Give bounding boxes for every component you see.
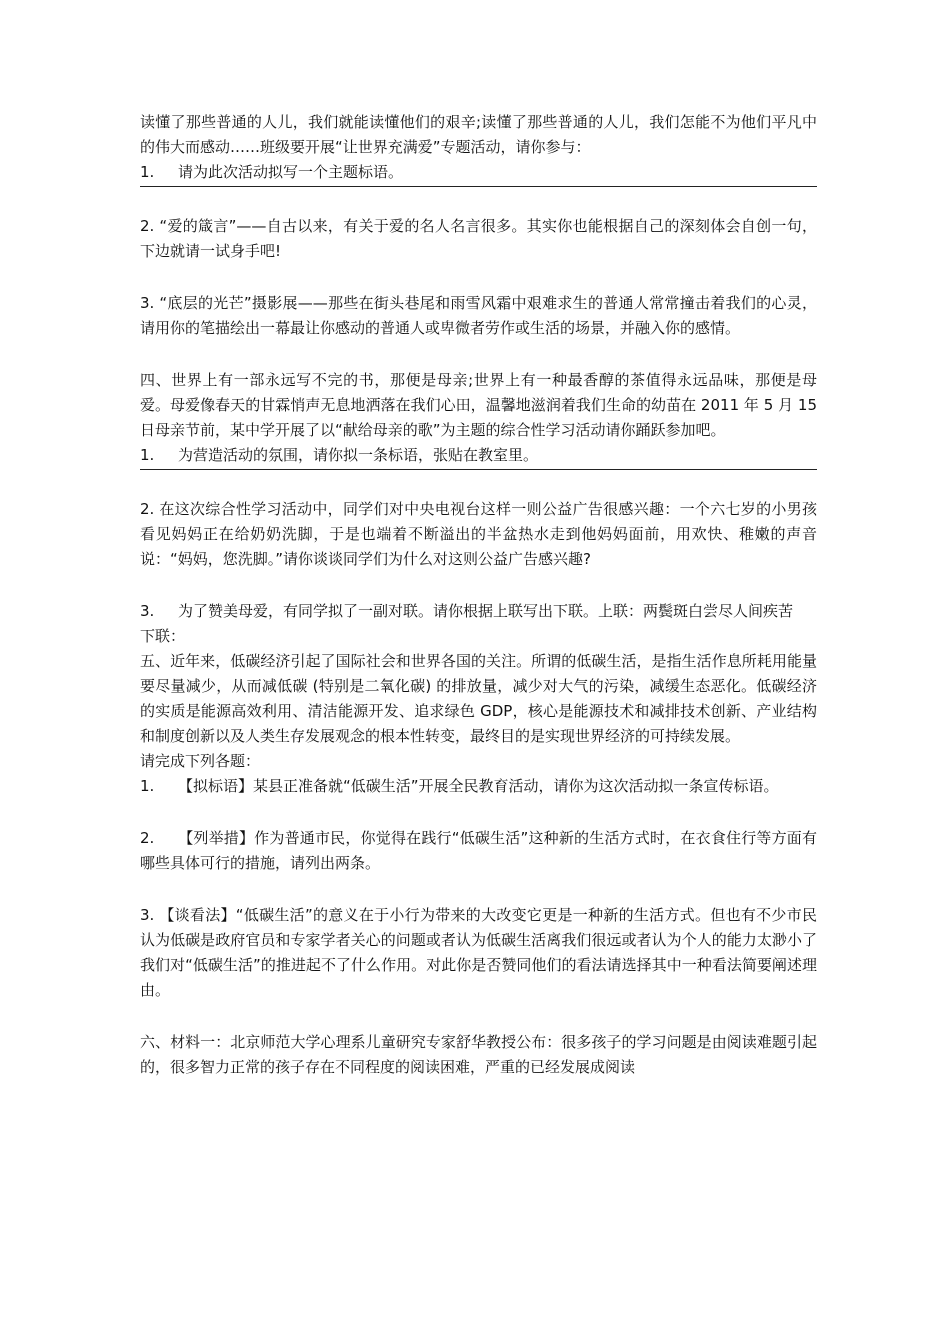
blank-line: [140, 264, 817, 291]
section5-intro: 五、近年来，低碳经济引起了国际社会和世界各国的关注。所谓的低碳生活，是指生活作息所耗用能量要尽量减少，从而减低碳 (特别是二氧化碳) 的排放量，减少对大气的污染，减缓生态恶化。低碳经济的实质是能源高效利用、清洁能源开发、追求绿色 GDP，核心是能源技术和减排技术创新、产业结构和制度创新以及人类生存发展观念的根本性转变，最终目的是实现世界经济的可持续发展。: [140, 652, 817, 745]
section4-question-3: [140, 599, 817, 624]
section6-intro: 六、材料一：北京师范大学心理系儿童研究专家舒华教授公布：很多孩子的学习问题是由阅读难题引起的，很多智力正常的孩子存在不同程度的阅读困难，严重的已经发展成阅读: [140, 1033, 817, 1076]
section3-intro: 读懂了那些普通的人儿，我们就能读懂他们的艰辛;读懂了那些普通的人儿，我们怎能不为他们平凡中的伟大而感动……班级要开展“让世界充满爱”专题活动，请你参与：: [140, 113, 817, 156]
question-number: 2.: [140, 829, 155, 847]
document-page: [140, 110, 817, 1080]
blank-line: [140, 799, 817, 826]
section5-prompt: 请完成下列各题：: [140, 752, 261, 770]
question-text: 为了赞美母爱，有同学拟了一副对联。请你根据上联写出下联。上联：两鬓斑白尝尽人间疾苦: [178, 602, 794, 620]
blank-line: [140, 470, 817, 497]
section5-question-2: [140, 826, 817, 876]
blank-line: [140, 876, 817, 903]
couplet-answer-label: 下联：: [140, 627, 186, 645]
blank-line: [140, 187, 817, 214]
section3-question-3: 3. “底层的光芒”摄影展——那些在街头巷尾和雨雪风霜中艰难求生的普通人常常撞击着我们的心灵，请用你的笔描绘出一幕最让你感动的普通人或卑微者劳作或生活的场景，并融入你的感情。: [140, 294, 817, 337]
question-text: 【列举措】作为普通市民，你觉得在践行“低碳生活”这种新的生活方式时，在衣食住行等方面有哪些具体可行的措施，请列出两条。: [140, 829, 817, 872]
section4-intro: 四、世界上有一部永远写不完的书，那便是母亲;世界上有一种最香醇的茶值得永远品味，那便是母爱。母爱像春天的甘霖悄声无息地洒落在我们心田，温馨地滋润着我们生命的幼苗在 2011 年 5 月 15 日母亲节前，某中学开展了以“献给母亲的歌”为主题的综合性学习活动请你踊跃参加吧。: [140, 371, 817, 439]
question-text: 请为此次活动拟写一个主题标语。: [178, 163, 404, 181]
section4-question-2: 2. 在这次综合性学习活动中，同学们对中央电视台这样一则公益广告很感兴趣：一个六七岁的小男孩看见妈妈正在给奶奶洗脚，于是也端着不断溢出的半盆热水走到他妈妈面前，用欢快、稚嫩的声音说：“妈妈，您洗脚。”请你谈谈同学们为什么对这则公益广告感兴趣?: [140, 500, 817, 568]
blank-line: [140, 341, 817, 368]
question-number: 1.: [140, 777, 155, 795]
section4-question-1: [140, 443, 817, 470]
blank-line: [140, 1003, 817, 1030]
section3-question-2: 2. “爱的箴言”——自古以来，有关于爱的名人名言很多。其实你也能根据自己的深刻体会自创一句，下边就请一试身手吧!: [140, 217, 817, 260]
question-text: 为营造活动的氛围，请你拟一条标语，张贴在教室里。: [178, 446, 539, 464]
question-text: 【拟标语】某县正准备就“低碳生活”开展全民教育活动，请你为这次活动拟一条宣传标语。: [178, 777, 779, 795]
blank-line: [140, 572, 817, 599]
question-number: 1.: [140, 163, 155, 181]
section5-question-1: [140, 774, 817, 799]
section3-question-1: [140, 160, 817, 187]
question-number: 1.: [140, 446, 155, 464]
section5-question-3: 3. 【谈看法】“低碳生活”的意义在于小行为带来的大改变它更是一种新的生活方式。但也有不少市民认为低碳是政府官员和专家学者关心的问题或者认为低碳生活离我们很远或者认为个人的能力太渺小了我们对“低碳生活”的推进起不了什么作用。对此你是否赞同他们的看法请选择其中一种看法简要阐述理由。: [140, 906, 817, 999]
question-number: 3.: [140, 602, 155, 620]
